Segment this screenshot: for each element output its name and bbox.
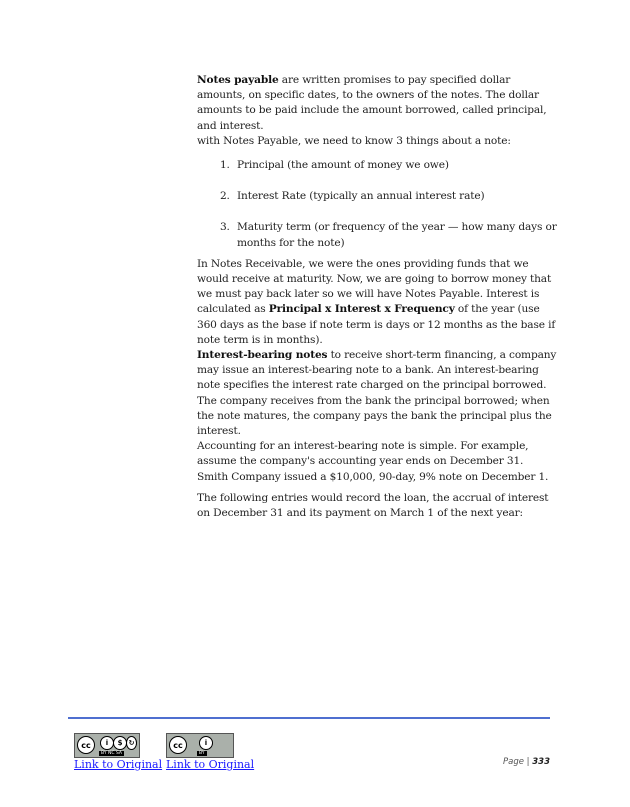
term-interest-bearing: Interest-bearing notes [197,349,328,362]
entries-paragraph: The following entries would record the loan, the accrual of interest on December 31 and its payment on March 1 of the next year: [197,491,549,520]
intro-paragraph: Notes payable are written promises to pay specified dollar amounts, on specific dates, to the owners of the notes. The dollar amounts to be paid include the amount borrowed, called principal, and interest. [197,74,547,132]
list-item: 2. Interest Rate (typically an annual interest rate) [233,189,557,204]
cc-icon: cc [169,736,187,754]
term-notes-payable: Notes payable [197,74,279,86]
cc-by-badge[interactable] [166,733,234,758]
receivable-paragraph: In Notes Receivable, we were the ones providing funds that we would receive at maturity. Now, we are going to borrow money that we must pay back later so we will have Notes Payable. Interest is calculated as Principal x Interest x Frequency of the year (use 360 days as the base if note term is days or 12 months as the base if note term is in months). [197,257,556,346]
attribution-icon: i [100,736,114,750]
lead-line: with Notes Payable, we need to know 3 things about a note: [197,134,511,147]
noncommercial-icon: $ [113,736,127,750]
link-to-original-1[interactable]: Link to Original [74,758,163,771]
attribution-icon: i [199,736,213,750]
footer-divider [68,717,550,719]
badge-label: BY NC SA [101,751,122,756]
sharealike-icon: ↻ [126,736,137,750]
badge-label: BY [199,751,205,756]
accounting-paragraph: Accounting for an interest-bearing note is simple. For example, assume the company's accounting year ends on December 31. Smith Company issued a $10,000, 90-day, 9% note on December 1. [197,440,549,483]
cc-by-nc-sa-badge[interactable] [74,733,140,758]
page-body [197,73,557,521]
cc-icon: cc [77,736,95,754]
list-item: 3. Maturity term (or frequency of the year — how many days or months for the note) [233,220,557,250]
note-requirements-list [197,158,557,251]
interest-formula: Principal x Interest x Frequency [268,303,455,316]
interest-bearing-paragraph: Interest-bearing notes to receive short-term financing, a company may issue an interest-bearing note to a bank. An interest-bearing note specifies the interest rate charged on the principal borrowed. The company receives from the bank the principal borrowed; when the note matures, the company pays the bank the principal plus the interest. [197,349,557,438]
list-item: 1. Principal (the amount of money we owe) [233,158,557,173]
page-number: Page | 333 [503,757,550,767]
link-to-original-2[interactable]: Link to Original [166,758,255,771]
